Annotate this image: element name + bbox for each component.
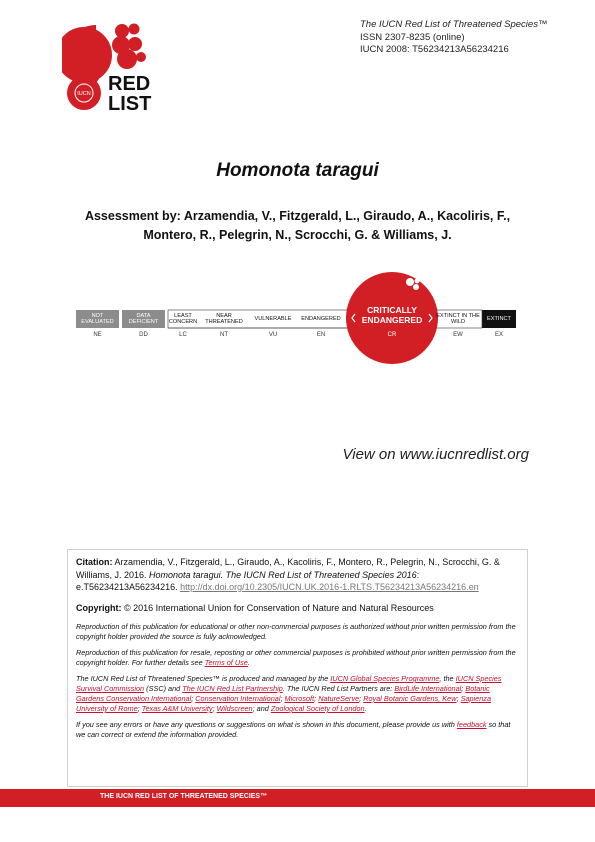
- reproduction-noncommercial: Reproduction of this publication for educational or other non-commercial purposes is authorized without prior written permission from the copyright holder provided the source is fully acknowledged.: [76, 622, 516, 641]
- species-title: Homonota taragui: [216, 160, 379, 181]
- abbr-ne: NE: [93, 332, 102, 338]
- feedback-text-2: so that we can correct or extend the information provided.: [76, 720, 511, 739]
- publication-info: [360, 19, 547, 57]
- partners-text-1: The IUCN Red List of Threatened Species™ is produced and managed by the: [76, 674, 331, 683]
- link-bgci[interactable]: Botanic Gardens Conservation International: [76, 684, 490, 703]
- category-nt: NEAR THREATENED: [205, 312, 243, 325]
- sep: ;: [359, 694, 364, 703]
- category-ex: EXTINCT: [487, 315, 511, 322]
- abbr-en: EN: [316, 332, 326, 338]
- abbr-ex: EX: [494, 332, 503, 338]
- sep: ;: [191, 694, 196, 703]
- current-status-line2: ENDANGERED: [361, 315, 423, 325]
- citation-box: [67, 549, 528, 787]
- partners-text-5: ; and: [252, 704, 271, 713]
- copyright: [76, 602, 519, 615]
- abbr-cr: CR: [387, 332, 397, 338]
- doi-link[interactable]: http://dx.doi.org/10.2305/IUCN.UK.2016-1.RLTS.T56234213A56234216.en: [180, 582, 479, 592]
- repro2-text: Reproduction of this publication for resale, reposting or other commercial purposes is prohibited without prior written permission from the copyright holder. For further details see: [76, 648, 516, 667]
- category-ne: NOT EVALUATED: [81, 312, 114, 325]
- partners-text-2: , the: [439, 674, 456, 683]
- category-vu: VULNERABLE: [254, 315, 292, 322]
- category-lc: LEAST CONCERN: [168, 312, 198, 325]
- terms-of-use-link[interactable]: Terms of Use: [204, 658, 248, 667]
- link-zsl[interactable]: Zoological Society of London: [270, 704, 365, 713]
- issn: ISSN 2307-8235 (online): [360, 31, 465, 43]
- current-status-label: [346, 305, 438, 325]
- current-status-line1: CRITICALLY: [367, 305, 417, 315]
- citation-code: : e.T56234213A56234216.: [76, 569, 420, 592]
- citation: [76, 556, 519, 594]
- abbr-vu: VU: [268, 332, 278, 338]
- feedback-statement: [76, 720, 519, 740]
- view-online-link[interactable]: View on www.iucnredlist.org: [342, 446, 529, 463]
- category-en: ENDANGERED: [301, 315, 341, 322]
- link-wildscreen[interactable]: Wildscreen: [216, 704, 253, 713]
- citation-label: Citation:: [76, 557, 113, 567]
- abbr-nt: NT: [220, 332, 228, 338]
- sep: ;: [456, 694, 461, 703]
- footer-bar: [0, 789, 595, 807]
- sep: ;: [280, 694, 285, 703]
- link-red-list-partnership[interactable]: The IUCN Red List Partnership: [182, 684, 283, 693]
- abbr-lc: LC: [179, 332, 187, 338]
- link-global-species-programme[interactable]: IUCN Global Species Programme: [330, 674, 440, 683]
- assessment-authors: Assessment by: Arzamendia, V., Fitzgerald, L., Giraudo, A., Kacoliris, F., Montero, R., Pelegrin, N., Scrocchi, G. & Williams, J.: [84, 209, 511, 242]
- feedback-link[interactable]: feedback: [456, 720, 487, 729]
- feedback-text-1: If you see any errors or have any questions or suggestions on what is shown in this document, please provide us with: [76, 720, 457, 729]
- copyright-label: Copyright:: [76, 602, 122, 613]
- link-birdlife[interactable]: BirdLife International: [394, 684, 462, 693]
- category-dd: DATA DEFICIENT: [128, 312, 159, 325]
- partners-text-3: (SSC) and: [144, 684, 183, 693]
- sep: ;: [461, 684, 466, 693]
- logo-text-list: LIST: [108, 93, 152, 113]
- link-kew[interactable]: Royal Botanic Gardens, Kew: [363, 694, 457, 703]
- copyright-text: © 2016 International Union for Conservation of Nature and Natural Resources: [121, 602, 434, 613]
- link-ssc[interactable]: IUCN Species Survival Commission: [76, 674, 502, 693]
- category-ew: EXTINCT IN THE WILD: [436, 312, 480, 325]
- sep: ;: [212, 704, 217, 713]
- link-conservation-international[interactable]: Conservation International: [195, 694, 281, 703]
- partners-text-4: . The IUCN Red List Partners are:: [282, 684, 395, 693]
- abbr-dd: DD: [139, 332, 148, 338]
- iucn-red-list-logo: [62, 17, 170, 113]
- sep: ;: [137, 704, 142, 713]
- citation-text: Arzamendia, V., Fitzgerald, L., Giraudo, A., Kacoliris, F., Montero, R., Pelegrin, N., Scrocchi, G. & Williams, J. 2016.: [76, 557, 500, 580]
- footer-text: THE IUCN RED LIST OF THREATENED SPECIES™: [100, 793, 268, 800]
- abbr-ew: EW: [453, 332, 463, 338]
- citation-species: Homonota taragui. The IUCN Red List of Threatened Species 2016: [149, 569, 417, 580]
- iucn-badge-text: IUCN: [77, 91, 91, 97]
- red-list-status-scale: [72, 268, 527, 368]
- link-sapienza[interactable]: Sapienza University of Rome: [76, 694, 492, 713]
- partners-statement: The IUCN Red List of Threatened Species™ is produced and managed by the IUCN Global Species Programme, the IUCN Species Survival Commission (SSC) and The IUCN Red List Partnership. The IUCN Red List Partners are: BirdLife International; Botanic Gardens Conservation International; Conservation International; Microsoft; NatureServe; Royal Botanic Gardens, Kew; Sapienza University of Rome; Texas A&M University; Wildscreen; and Zoological Society of London.: [76, 674, 502, 713]
- series-name: The IUCN Red List of Threatened Species™: [360, 19, 548, 30]
- logo-text-red: RED: [108, 73, 151, 95]
- iucn-id: IUCN 2008: T56234213A56234216: [360, 44, 509, 55]
- red-list-logo-icon: [62, 17, 170, 113]
- reproduction-commercial: Reproduction of this publication for resale, reposting or other commercial purposes is prohibited without prior written permission from the copyright holder. For further details see Terms of Use.: [76, 648, 516, 667]
- link-texas-am[interactable]: Texas A&M University: [141, 704, 213, 713]
- sep: ;: [314, 694, 319, 703]
- link-microsoft[interactable]: Microsoft: [284, 694, 315, 703]
- link-natureserve[interactable]: NatureServe: [318, 694, 360, 703]
